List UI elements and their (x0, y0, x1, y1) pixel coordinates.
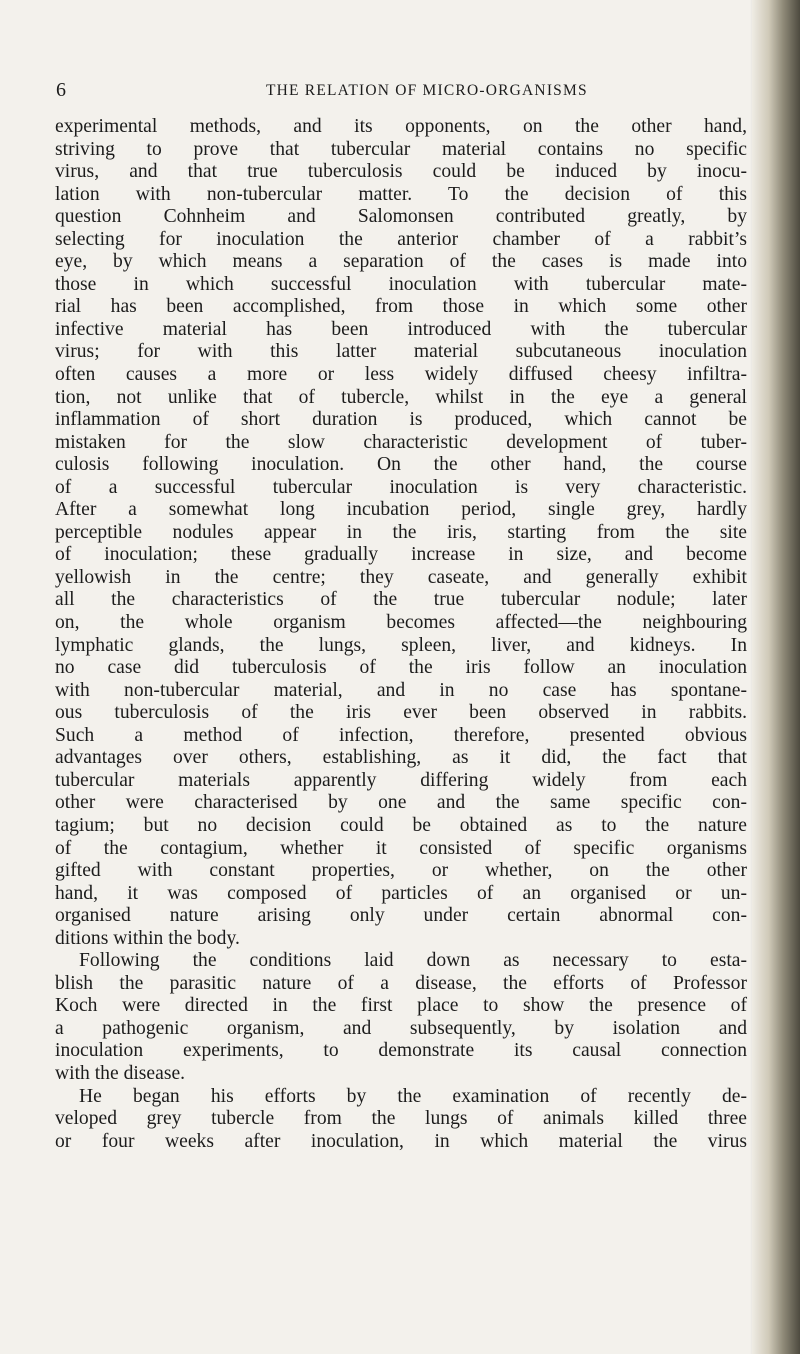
text-line: gifted with constant properties, or whether, on the other (55, 860, 747, 882)
text-line: inflammation of short duration is produced, which cannot be (55, 409, 747, 431)
page-binding-edge (752, 0, 800, 1354)
text-line: of the contagium, whether it consisted of specific organisms (55, 837, 747, 859)
text-line: Following the conditions laid down as necessary to esta- (79, 950, 747, 972)
text-line: veloped grey tubercle from the lungs of animals killed three (55, 1108, 747, 1130)
text-line: hand, it was composed of particles of an organised or un- (55, 882, 747, 904)
text-line: infective material has been introduced with the tubercular (55, 318, 747, 340)
text-line: striving to prove that tubercular material contains no specific (55, 138, 747, 160)
text-line: ditions within the body. (55, 927, 240, 949)
text-line: or four weeks after inoculation, in which material the virus (55, 1130, 747, 1152)
text-line: those in which successful inoculation with tubercular mate- (55, 273, 747, 295)
page-number: 6 (56, 79, 66, 101)
text-line: a pathogenic organism, and subsequently, by isolation and (55, 1017, 747, 1039)
text-line: often causes a more or less widely diffused cheesy infiltra- (55, 364, 747, 386)
text-line: mistaken for the slow characteristic development of tuber- (55, 431, 747, 453)
text-line: with the disease. (55, 1062, 186, 1084)
text-line: advantages over others, establishing, as it did, the fact that (55, 747, 747, 769)
text-line: no case did tuberculosis of the iris follow an inoculation (55, 657, 747, 679)
text-line: other were characterised by one and the same specific con- (55, 792, 747, 814)
text-line: inoculation experiments, to demonstrate its causal connection (55, 1040, 747, 1062)
text-line: on, the whole organism becomes affected—the neighbouring (55, 612, 747, 634)
page-header (0, 78, 760, 102)
text-line: all the characteristics of the true tubercular nodule; later (55, 589, 747, 611)
text-line: culosis following inoculation. On the other hand, the course (55, 454, 747, 476)
text-line: with non-tubercular material, and in no case has spontane- (55, 679, 747, 701)
text-line: tagium; but no decision could be obtained as to the nature (55, 814, 747, 836)
text-line: tubercular materials apparently differing widely from each (55, 769, 747, 791)
text-line: blish the parasitic nature of a disease, the efforts of Professor (55, 972, 747, 994)
text-line: Koch were directed in the first place to show the presence of (55, 995, 747, 1017)
text-line: perceptible nodules appear in the iris, starting from the site (55, 521, 747, 543)
text-line: lymphatic glands, the lungs, spleen, liver, and kidneys. In (55, 634, 747, 656)
text-line: of a successful tubercular inoculation is very characteristic. (55, 476, 747, 498)
text-line: of inoculation; these gradually increase in size, and become (55, 544, 747, 566)
text-line: eye, by which means a separation of the cases is made into (55, 251, 747, 273)
text-line: Such a method of infection, therefore, presented obvious (55, 724, 747, 746)
text-line: question Cohnheim and Salomonsen contributed greatly, by (55, 206, 747, 228)
text-line: experimental methods, and its opponents, on the other hand, (55, 116, 747, 137)
text-line: virus, and that true tuberculosis could be induced by inocu- (55, 161, 747, 183)
text-line: ous tuberculosis of the iris ever been observed in rabbits. (55, 702, 747, 724)
text-line: organised nature arising only under certain abnormal con- (55, 905, 747, 927)
text-line: lation with non-tubercular matter. To the decision of this (55, 183, 747, 205)
text-line: selecting for inoculation the anterior chamber of a rabbit’s (55, 228, 747, 250)
body-text (55, 116, 747, 1153)
text-line: virus; for with this latter material subcutaneous inoculation (55, 341, 747, 363)
text-line: After a somewhat long incubation period, single grey, hardly (55, 499, 747, 521)
text-line: rial has been accomplished, from those in which some other (55, 296, 747, 318)
running-title: THE RELATION OF MICRO-ORGANISMS (266, 82, 588, 99)
text-line: tion, not unlike that of tubercle, whilst in the eye a general (55, 386, 747, 408)
text-line: yellowish in the centre; they caseate, and generally exhibit (55, 566, 747, 588)
text-line: He began his efforts by the examination of recently de- (79, 1085, 747, 1107)
